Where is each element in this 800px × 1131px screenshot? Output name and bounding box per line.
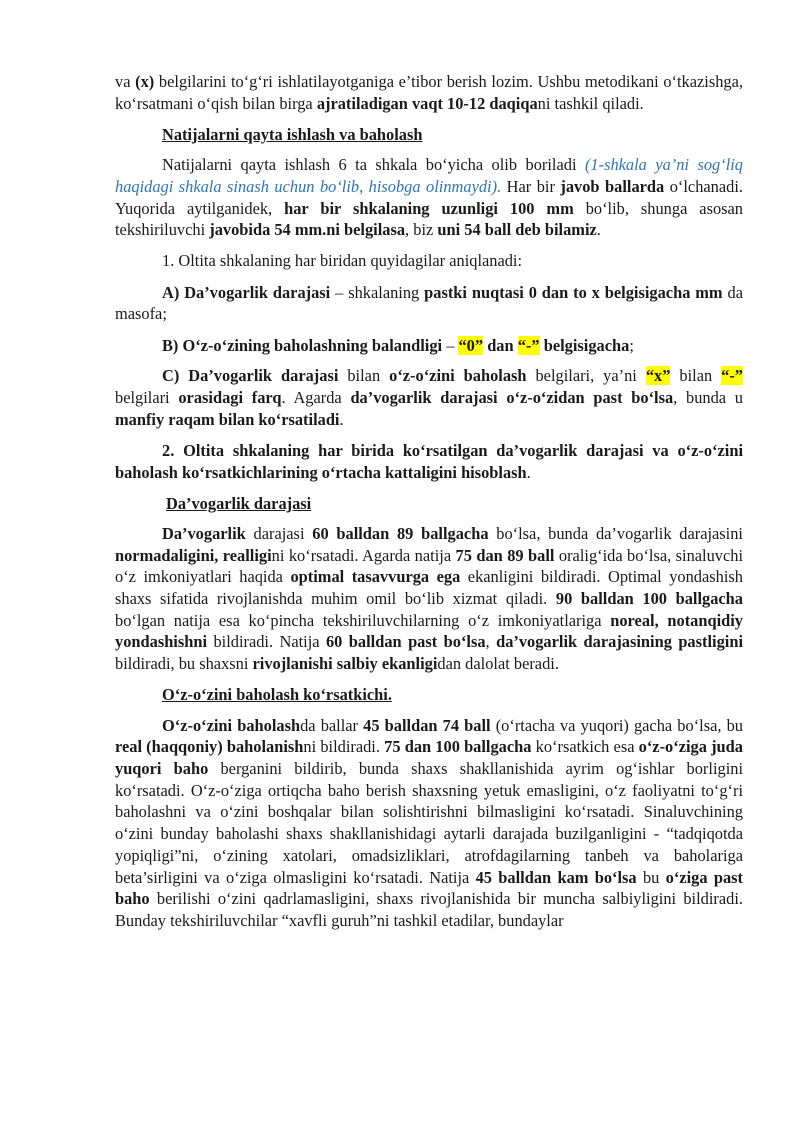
paragraph-list-intro: 1. Oltita shkalaning har biridan quyidagilar aniqlanadi: <box>162 251 523 271</box>
bold-text: B) O‘z-o‘zining baholashning balandligi <box>162 335 443 355</box>
text: bilan <box>338 366 390 386</box>
bold-text: har bir shkalaning uzunligi 100 mm <box>284 198 574 218</box>
text: dan dalolat beradi. <box>437 654 559 674</box>
text: ni tashkil qiladi. <box>537 93 644 113</box>
text: ni bildiradi. <box>303 737 385 757</box>
bold-text: ajratiladigan vaqt 10-12 daqiqa <box>316 93 538 113</box>
text: berganini bildirib, bunda shaxs shakllanishida ayrim og‘ishlar borligini ko‘rsatadi. O‘z-o‘ziga ortiqcha baho berish shaxsning yetuk emasligini, o‘z faoliyatni to‘g‘ri baholashni va o‘zini boshqalar bilan solishtirishni bilmasligini ko‘rsatadi. Sinaluvchining o‘zini bunday baholashi shaxs shakllanishidagi aytarli darajada buzilganligini - “tadqiqotda yopiqligi”ni, o‘zining xatolari, omadsizliklari, atrofdagilarning tanbeh va baholariga beta’sirligini va o‘ziga olmasligini ko‘rsatadi. Natija <box>115 758 744 887</box>
text: belgilarini to‘g‘ri ishlatilayotganiga e’tibor berish lozim. Ushbu metodikani o‘tkazishga, ko‘rsatmani o‘qish bilan birga <box>115 72 743 113</box>
text: va <box>115 72 136 91</box>
bold-text: 75 dan 100 ballgacha <box>384 737 532 757</box>
text: . <box>526 462 531 482</box>
list-item-a <box>115 282 743 325</box>
bold-text: javob ballarda <box>560 176 665 196</box>
highlighted-mark: “x” <box>645 366 671 386</box>
text: oralig‘ida bo‘lsa, sinaluvchi o‘z imkoniyatlari haqida <box>115 545 744 587</box>
text: bildiradi, bu shaxsni <box>115 654 253 674</box>
text: bildiradi. Natija <box>207 632 326 652</box>
bold-text: o‘ziga past baho <box>115 867 743 909</box>
text: bo‘lib, shunga asosan tekshiriluvchi <box>115 198 743 240</box>
bold-text: real (haqqoniy) baholanish <box>115 737 304 757</box>
text: ; <box>629 335 634 355</box>
bold-text: 75 dan 89 ball <box>455 545 555 565</box>
paragraph-calculation <box>115 440 743 483</box>
text: ekanligini bildiradi. Optimal yondashish shaxs sifatida rivojlanishda muhim omil bo‘lib xizmat qiladi. <box>115 567 743 609</box>
bold-text: belgisigacha <box>543 335 630 355</box>
bold-text: A) Da’vogarlik darajasi <box>162 282 331 302</box>
section-heading-processing: Natijalarni qayta ishlash va baholash <box>162 124 423 144</box>
text: ni ko‘rsatadi. Agarda natija <box>271 545 456 565</box>
list-item-c <box>115 365 743 430</box>
bold-text: 45 balldan kam bo‘lsa <box>475 867 637 887</box>
bold-text: 60 balldan 89 ballgacha <box>312 523 489 543</box>
text: belgilari <box>115 387 179 407</box>
text: o‘lchanadi. Yuqorida aytilganidek, <box>115 176 743 218</box>
bold-text: 60 balldan past bo‘lsa <box>325 632 486 652</box>
text: . Agarda <box>281 387 351 407</box>
bold-text: da’vogarlik darajasi o‘z-o‘zidan past bo‘lsa <box>350 387 674 407</box>
text: darajasi <box>245 523 313 543</box>
italic-note: (1-shkala ya’ni sog‘liq haqidagi shkala sinash uchun bo‘lib, hisobga olinmaydi). <box>115 155 743 196</box>
bold-text: uni 54 ball deb bilamiz <box>437 220 597 240</box>
bold-text: dan <box>487 335 514 355</box>
bold-text: o‘z-o‘zini baholash <box>389 366 527 386</box>
text: – shkalaning <box>330 282 425 302</box>
text: belgilari, ya’ni <box>526 366 646 386</box>
bold-text: rivojlanishi salbiy ekanligi <box>252 654 438 674</box>
document-page <box>115 71 743 941</box>
text: – <box>442 335 459 355</box>
bold-text: normadaligini, realligi <box>115 545 272 565</box>
bold-text: (x) <box>135 72 155 91</box>
text: bo‘lgan natija esa ko‘pincha tekshiriluvchilarning o‘z imkoniyatlariga <box>115 610 611 630</box>
bold-text: orasidagi farq <box>178 387 282 407</box>
text: , <box>485 632 497 652</box>
text: bo‘lsa, bunda da’vogarlik darajasini <box>488 523 743 543</box>
highlighted-mark: “-” <box>721 366 744 386</box>
bold-text: 90 balldan 100 ballgacha <box>555 589 743 609</box>
text: da ballar <box>300 715 364 735</box>
text: . <box>596 220 601 240</box>
list-item-b <box>115 335 743 357</box>
bold-text: pastki nuqtasi 0 dan to x belgisigacha mm <box>424 282 723 302</box>
text: Natijalarni qayta ishlash 6 ta shkala bo‘yicha olib boriladi <box>162 155 585 175</box>
paragraph-time <box>115 71 743 114</box>
highlighted-mark: “-” <box>517 335 540 355</box>
bold-text: Da’vogarlik <box>162 523 246 543</box>
paragraph-self-esteem <box>115 715 743 932</box>
bold-text: 45 balldan 74 ball <box>363 715 491 735</box>
highlighted-mark: “0” <box>458 335 484 355</box>
bold-text: optimal tasavvurga ega <box>290 567 461 587</box>
bold-text: javobida 54 mm.ni belgilasa <box>209 220 406 240</box>
bold-text: O‘z-o‘zini baholash <box>162 715 301 735</box>
text: bu <box>636 867 666 887</box>
section-heading-self-esteem: O‘z-o‘zini baholash ko‘rsatkichi. <box>162 685 392 705</box>
text: , bunda u <box>673 387 744 407</box>
text: , biz <box>405 220 438 240</box>
bold-text: noreal, notanqidiy yondashishni <box>115 610 743 652</box>
bold-text: 2. Oltita shkalaning har birida ko‘rsatilgan da’vogarlik darajasi va o‘z-o‘zini baholash ko‘rsatkichlarining o‘rtacha kattaligini hisoblash <box>115 440 743 482</box>
paragraph-processing <box>115 154 743 241</box>
text: Har bir <box>501 176 561 196</box>
text: bilan <box>670 366 722 386</box>
text: (o‘rtacha va yuqori) gacha bo‘lsa, bu <box>490 715 743 735</box>
bold-text: C) Da’vogarlik darajasi <box>162 366 339 386</box>
text: berilishi o‘zini qadrlamasligini, shaxs rivojlanishida bir muncha salbiyligini bildiradi. Bunday tekshiriluvchilar “xavfli guruh”ni tashkil etadilar, bundaylar <box>115 889 743 930</box>
bold-text: manfiy raqam bilan ko‘rsatiladi <box>115 409 340 429</box>
text: ko‘rsatkich esa <box>531 737 639 757</box>
bold-text: o‘z-o‘ziga juda yuqori baho <box>115 737 743 778</box>
paragraph-aspiration <box>115 523 743 675</box>
section-heading-aspiration: Da’vogarlik darajasi <box>166 493 312 513</box>
text: . <box>339 409 344 429</box>
bold-text: da’vogarlik darajasining pastligini <box>496 632 743 652</box>
text: da masofa; <box>115 282 743 324</box>
